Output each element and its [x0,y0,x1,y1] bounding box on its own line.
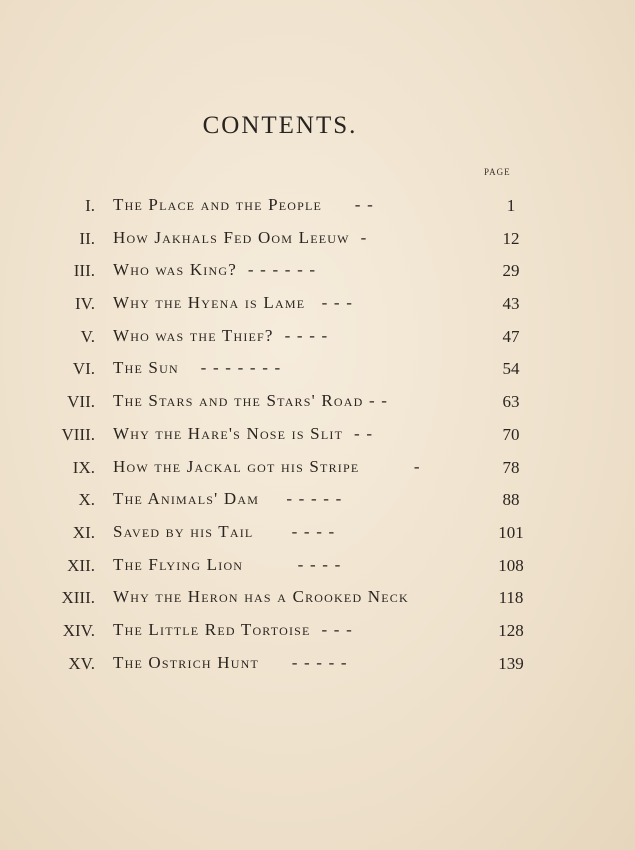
leader-dashes: - - [354,423,374,443]
chapter-title: Who was the Thief? - - - - [113,325,329,345]
leader-dashes: - - - - - - [247,260,317,280]
chapter-number: III. [73,261,95,281]
page-number: 108 [498,555,524,575]
page-number: 88 [502,490,520,510]
chapter-title: The Animals' Dam - - - - - [113,489,343,509]
toc-entry [0,253,635,286]
chapter-title: The Ostrich Hunt - - - - - [113,652,348,672]
toc-entry [0,286,635,319]
chapter-title: The Place and the People - - [113,195,374,214]
chapter-number: XI. [72,522,95,542]
chapter-title: The Stars and the Stars' Road - - [113,391,389,411]
chapter-title: Why the Hyena is Lame - - - [113,293,354,313]
chapter-title: The Sun - - - - - - - [113,358,282,378]
leader-dashes: - - - - - - - [200,358,282,378]
chapter-number: II. [79,228,95,248]
toc-entry [0,450,635,483]
page-column-label: PAGE [484,167,511,177]
chapter-title: How Jakhals Fed Oom Leeuw - [113,227,368,247]
leader-dashes: - [413,456,421,476]
chapter-title: Saved by his Tail - - - - [113,521,336,541]
toc-entry [0,580,635,613]
toc-entry [0,417,635,450]
chapter-number: VI. [72,359,95,379]
leader-dashes: - - - - [297,554,342,574]
toc-entry [0,351,635,384]
leader-dashes: - - - [321,619,353,639]
table-of-contents [0,188,635,678]
leader-dashes: - - - - - [286,489,343,509]
page-title: CONTENTS. [202,112,358,139]
chapter-number: VIII. [61,424,95,444]
page-number: 78 [502,457,520,477]
toc-entry [0,646,635,679]
page-number: 29 [502,261,520,281]
chapter-number: IV. [75,294,95,314]
page-number: 70 [502,424,520,444]
toc-entry [0,221,635,254]
leader-dashes: - - [368,391,389,411]
page-number: 128 [498,620,524,640]
leader-dashes: - - - - [291,521,336,541]
page-number: 118 [498,588,524,608]
toc-entry [0,482,635,515]
toc-entry [0,384,635,417]
chapter-number: XIV. [62,620,95,640]
chapter-number: X. [78,490,95,510]
page-number: 12 [502,228,520,248]
chapter-number: XV. [68,653,95,673]
page-number: 43 [502,294,520,314]
page-number: 47 [502,326,520,346]
leader-dashes: - - - - [284,325,329,345]
toc-entry [0,319,635,352]
leader-dashes: - - - - - [291,652,348,672]
chapter-title: How the Jackal got his Stripe - [113,456,421,476]
chapter-title: The Flying Lion - - - - [113,554,342,574]
chapter-number: VII. [67,392,95,412]
chapter-number: XIII. [61,588,95,608]
chapter-number: XII. [67,555,95,575]
toc-entry [0,548,635,581]
chapter-title: The Little Red Tortoise - - - [113,619,353,639]
toc-entry [0,188,635,221]
chapter-title: Why the Hare's Nose is Slit - - [113,423,374,443]
chapter-number: IX. [72,457,95,477]
page-number: 63 [502,392,520,412]
leader-dashes: - - - [321,293,354,313]
chapter-title: Why the Heron has a Crooked Neck [113,587,409,607]
chapter-number: I. [85,196,95,215]
toc-entry [0,613,635,646]
page-number: 139 [498,653,524,673]
leader-dashes: - - [354,195,374,214]
chapter-title: Who was King? - - - - - - [113,260,317,280]
page-number: 54 [502,359,520,379]
page-number: 1 [506,196,516,215]
page-number: 101 [498,522,524,542]
chapter-number: V. [80,326,95,346]
leader-dashes: - [360,227,368,247]
toc-entry [0,515,635,548]
